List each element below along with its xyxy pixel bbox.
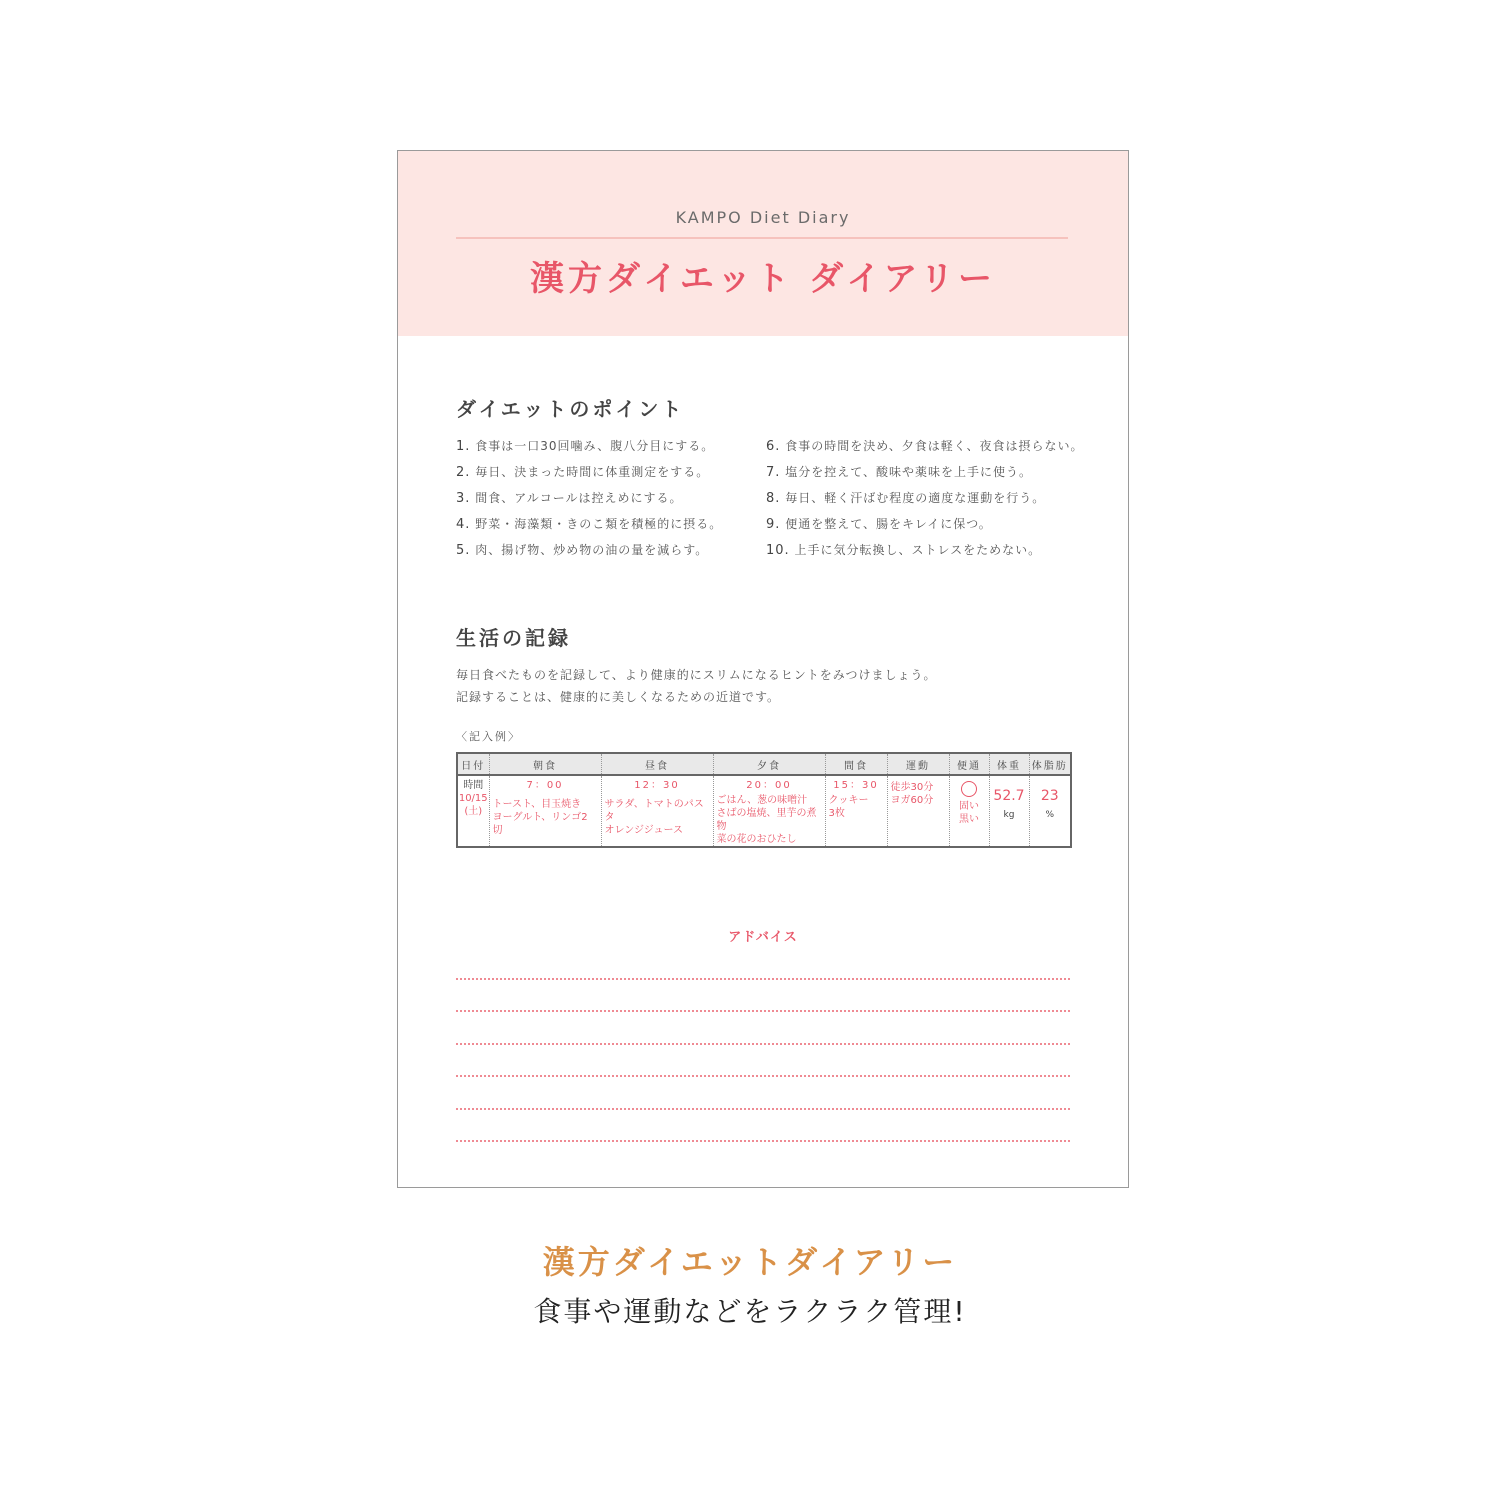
advice-title: アドバイス (728, 930, 798, 945)
point-item: 2. 毎日、決まった時間に体重測定をする。 (456, 465, 710, 480)
caption-subtitle: 食事や運動などをラクラク管理! (533, 1295, 967, 1328)
cell-dinner: 20：00 ごはん、葱の味噌汁 さばの塩焼、里芋の煮物 菜の花のおひたし (713, 775, 825, 847)
intro-line: 記録することは、健康的に美しくなるための近道です。 (456, 690, 781, 704)
point-item: 10. 上手に気分転換し、ストレスをためない。 (766, 543, 1042, 558)
point-item: 7. 塩分を控えて、酸味や薬味を上手に使う。 (766, 465, 1032, 480)
table-header-row (457, 753, 1071, 775)
intro-line: 毎日食べたものを記録して、より健康的にスリムになるヒントをみつけましょう。 (456, 668, 937, 682)
point-item: 4. 野菜・海藻類・きのこ類を積極的に摂る。 (456, 517, 723, 532)
page-header (398, 151, 1128, 336)
col-fat: 体脂肪 (1029, 753, 1071, 775)
point-item: 6. 食事の時間を決め、夕食は軽く、夜食は摂らない。 (766, 439, 1084, 454)
points-title: ダイエットのポイント (456, 397, 685, 421)
cell-date: 時間 10/15 (土) (457, 775, 489, 847)
cell-fat: 23 % (1040, 788, 1059, 820)
advice-line (456, 1140, 1070, 1142)
cell-exercise: 徒歩30分 ヨガ60分 (887, 775, 949, 847)
cell-lunch: 12：30 サラダ、トマトのパスタ オレンジジュース (601, 775, 713, 847)
circle-mark-icon (961, 781, 977, 797)
cell-weight: 52.7 kg (989, 775, 1029, 847)
example-label: 〈記入例〉 (456, 730, 521, 743)
col-snack: 間食 (825, 753, 887, 775)
cell-bowel: 固い 黒い (949, 775, 989, 847)
cell-snack: 15：30 クッキー 3枚 (825, 775, 887, 847)
advice-line (456, 1010, 1070, 1012)
col-breakfast: 朝食 (489, 753, 601, 775)
header-eyebrow: KAMPO Diet Diary (675, 208, 851, 227)
advice-line (456, 1075, 1070, 1077)
advice-line (456, 978, 1070, 980)
header-rule (456, 237, 1068, 239)
points-list-left (456, 437, 722, 567)
table-row (457, 775, 1071, 847)
diary-page (397, 150, 1129, 1188)
point-item: 8. 毎日、軽く汗ばむ程度の適度な運動を行う。 (766, 491, 1046, 506)
point-item: 3. 間食、アルコールは控えめにする。 (456, 491, 683, 506)
points-list-right (766, 437, 1084, 567)
caption-title: 漢方ダイエットダイアリー (542, 1243, 958, 1281)
col-exercise: 運動 (887, 753, 949, 775)
col-bowel: 便通 (949, 753, 989, 775)
col-date: 日付 (457, 753, 489, 775)
point-item: 1. 食事は一口30回噛み、腹八分目にする。 (456, 439, 715, 454)
cell-breakfast: 7：00 トースト、目玉焼き ヨーグルト、リンゴ2切 (489, 775, 601, 847)
record-intro (456, 664, 937, 708)
advice-line (456, 1108, 1070, 1110)
col-dinner: 夕食 (713, 753, 825, 775)
record-table (456, 752, 1072, 848)
advice-line (456, 1043, 1070, 1045)
page-title: 漢方ダイエット ダイアリー (529, 259, 997, 299)
point-item: 9. 便通を整えて、腸をキレイに保つ。 (766, 517, 992, 532)
col-weight: 体重 (989, 753, 1029, 775)
point-item: 5. 肉、揚げ物、炒め物の油の量を減らす。 (456, 543, 709, 558)
record-title: 生活の記録 (456, 626, 571, 650)
col-lunch: 昼食 (601, 753, 713, 775)
